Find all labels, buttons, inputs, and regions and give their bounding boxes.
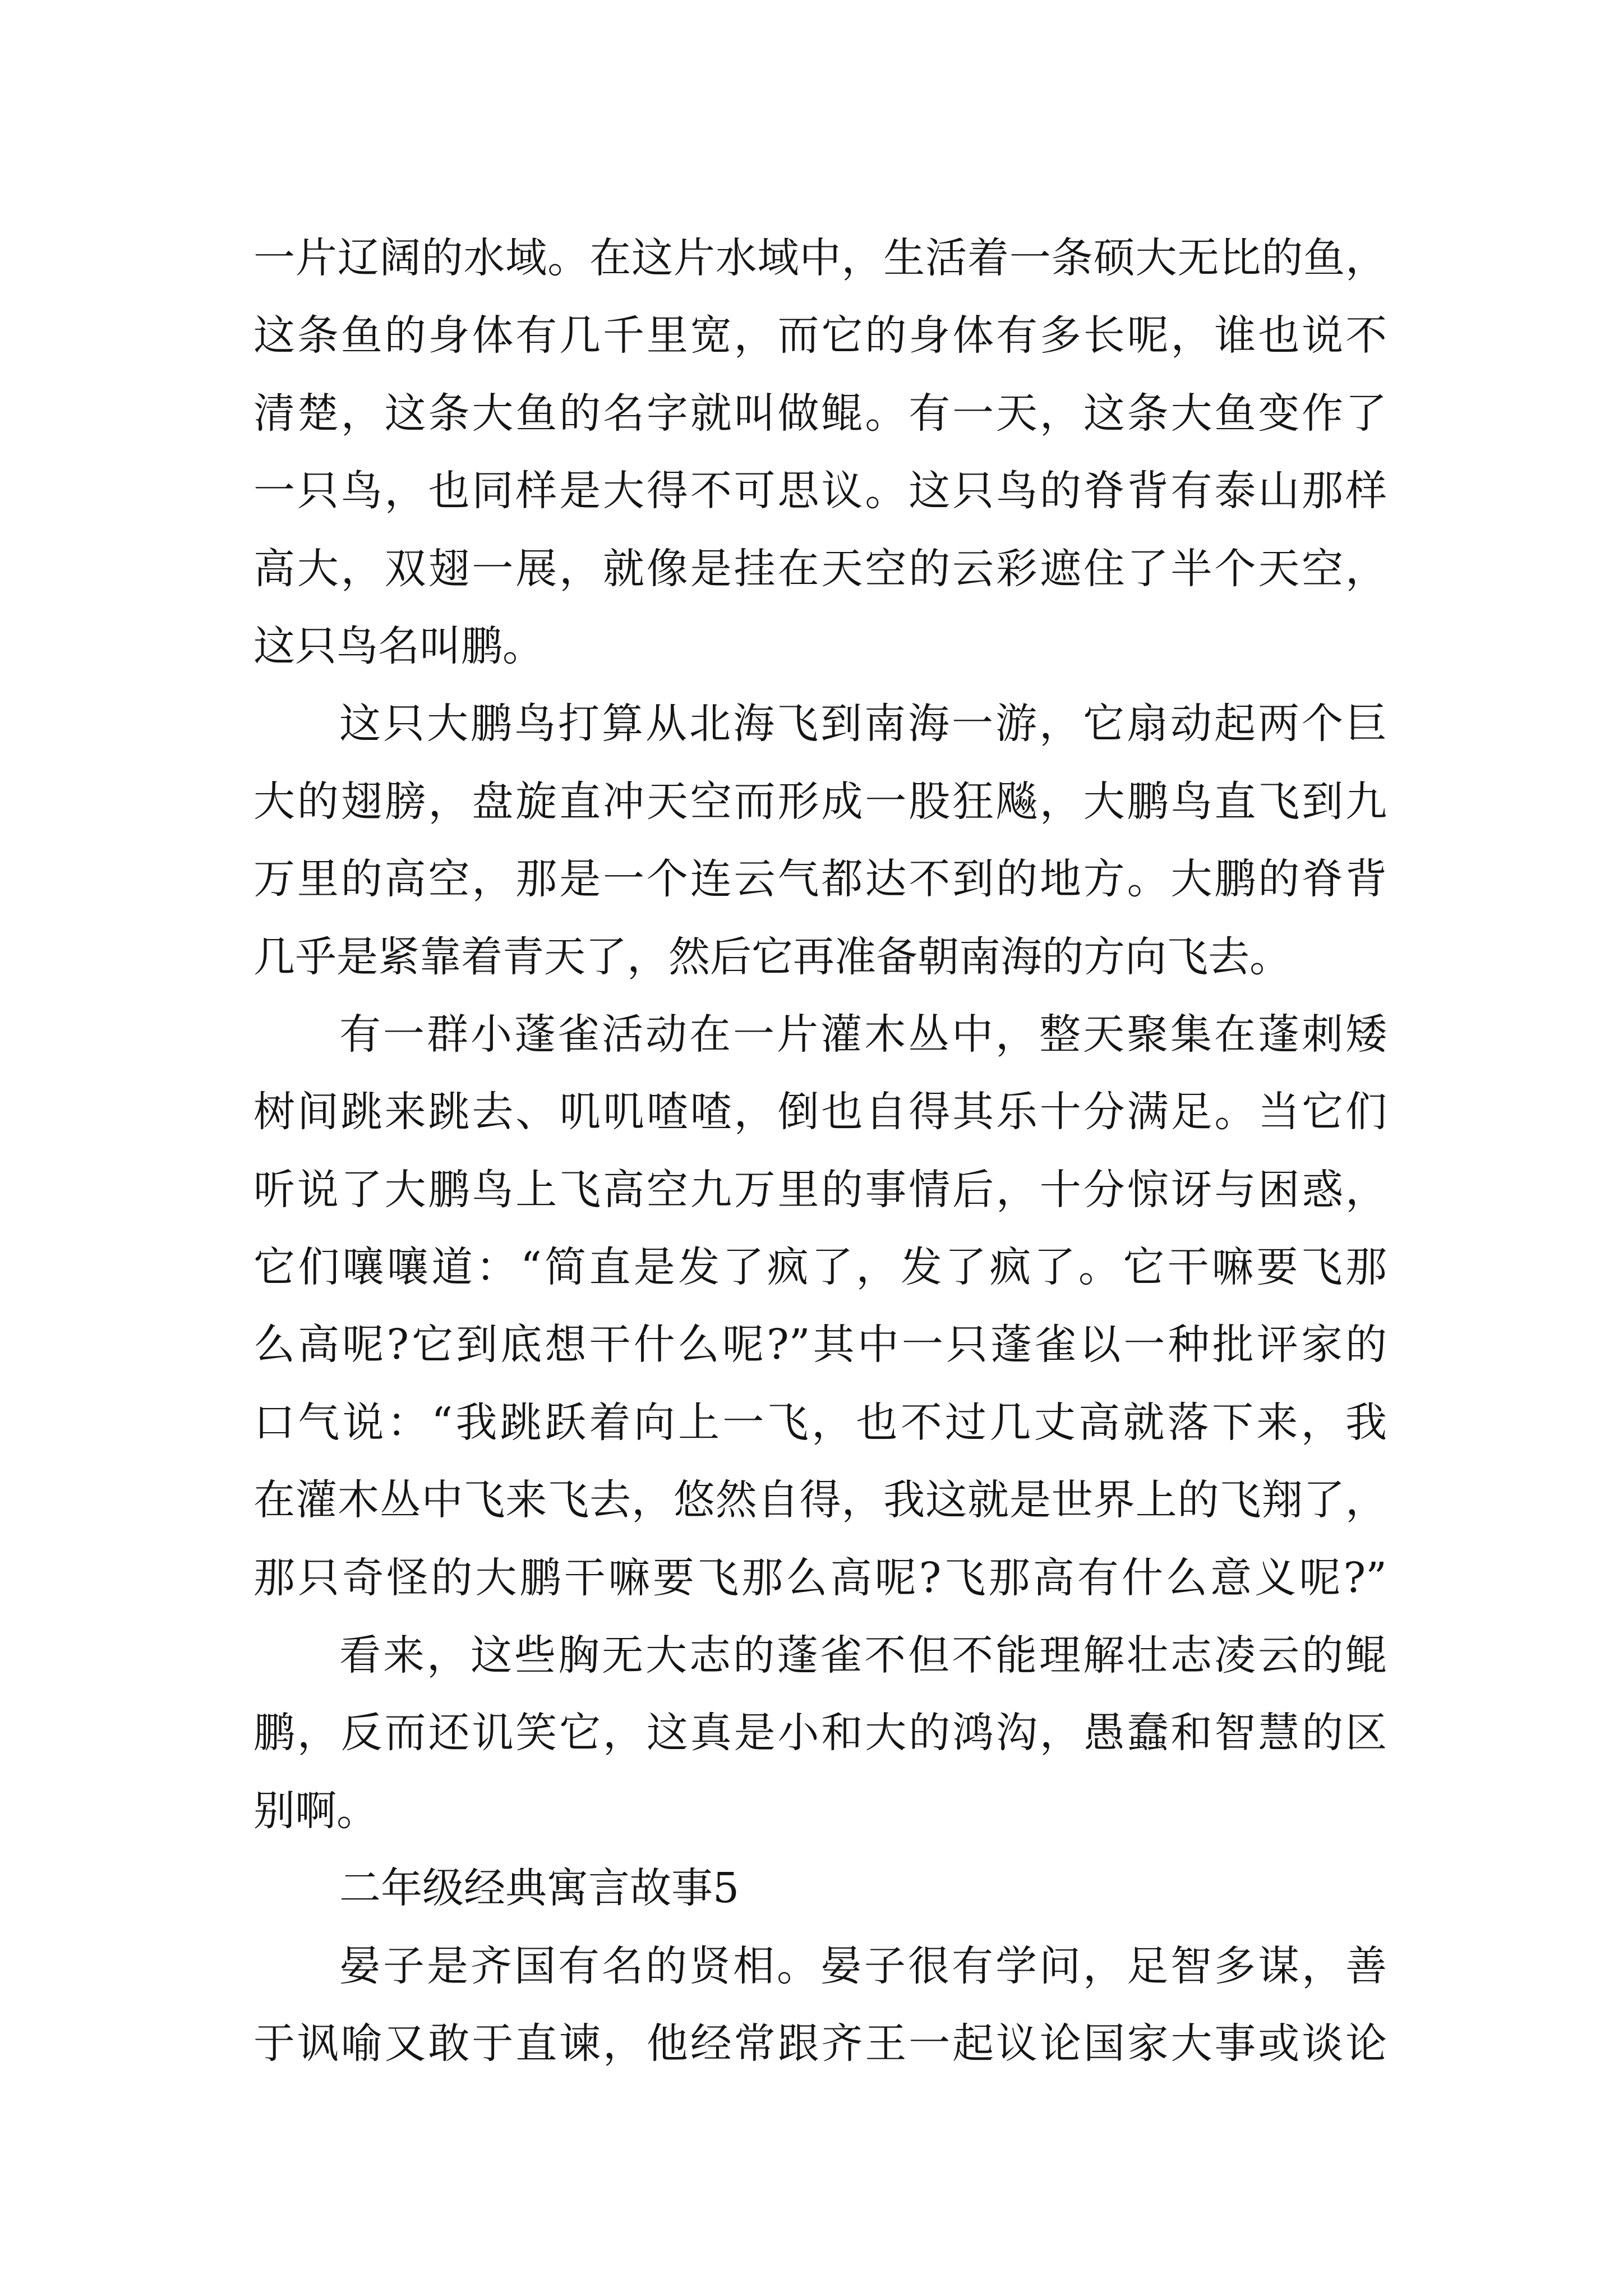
text-line: 那只奇怪的大鹏干嘛要飞那么高呢?飞那高有什么意义呢?” [253,1553,1387,1602]
text-line: 高大，双翅一展，就像是挂在天空的云彩遮住了半个天空， [253,544,1387,593]
text-line: 有一群小蓬雀活动在一片灌木丛中，整天聚集在蓬刺矮 [339,1010,1387,1059]
paragraph-moral [253,1617,1387,1849]
text-line: 鹏，反而还讥笑它，这真是小和大的鸿沟，愚蠢和智慧的区 [253,1709,1387,1757]
text-line: 看来，这些胸无大志的蓬雀不但不能理解壮志凌云的鲲 [339,1631,1387,1680]
text-line: 一片辽阔的水域。在这片水域中，生活着一条硕大无比的鱼， [253,234,1387,282]
paragraph-kun-peng-intro [253,219,1387,685]
section-heading-block [253,1849,1387,1927]
section-heading: 二年级经典寓言故事5 [339,1864,740,1913]
paragraph-yanzi [253,1927,1387,2083]
text-line: 晏子是齐国有名的贤相。晏子很有学问，足智多谋，善 [339,1941,1387,1990]
text-line: 这条鱼的身体有几千里宽，而它的身体有多长呢，谁也说不 [253,311,1387,360]
text-line: 在灌木丛中飞来飞去，悠然自得，我这就是世界上的飞翔了， [253,1476,1387,1525]
text-line: 它们嚷嚷道：“简直是发了疯了，发了疯了。它干嘛要飞那 [253,1243,1387,1292]
text-line: 听说了大鹏鸟上飞高空九万里的事情后，十分惊讶与困惑， [253,1165,1387,1214]
text-line: 大的翅膀，盘旋直冲天空而形成一股狂飚，大鹏鸟直飞到九 [253,777,1387,826]
paragraph-sparrows [253,996,1387,1617]
text-line: 别啊。 [253,1786,378,1835]
text-line: 口气说：“我跳跃着向上一飞，也不过几丈高就落下来，我 [253,1398,1387,1447]
text-line: 这只鸟名叫鹏。 [253,622,544,670]
document-body [253,219,1387,2082]
text-line: 几乎是紧靠着青天了，然后它再准备朝南海的方向飞去。 [253,932,1291,981]
text-line: 么高呢?它到底想干什么呢?”其中一只蓬雀以一种批评家的 [253,1320,1387,1369]
paragraph-peng-flight [253,685,1387,996]
text-line: 一只鸟，也同样是大得不可思议。这只鸟的脊背有泰山那样 [253,467,1387,516]
text-line: 树间跳来跳去、叽叽喳喳，倒也自得其乐十分满足。当它们 [253,1088,1387,1137]
text-line: 万里的高空，那是一个连云气都达不到的地方。大鹏的脊背 [253,855,1387,904]
text-line: 于讽喻又敢于直谏，他经常跟齐王一起议论国家大事或谈论 [253,2019,1387,2068]
text-line: 这只大鹏鸟打算从北海飞到南海一游，它扇动起两个巨 [339,700,1387,748]
text-line: 清楚，这条大鱼的名字就叫做鲲。有一天，这条大鱼变作了 [253,389,1387,438]
